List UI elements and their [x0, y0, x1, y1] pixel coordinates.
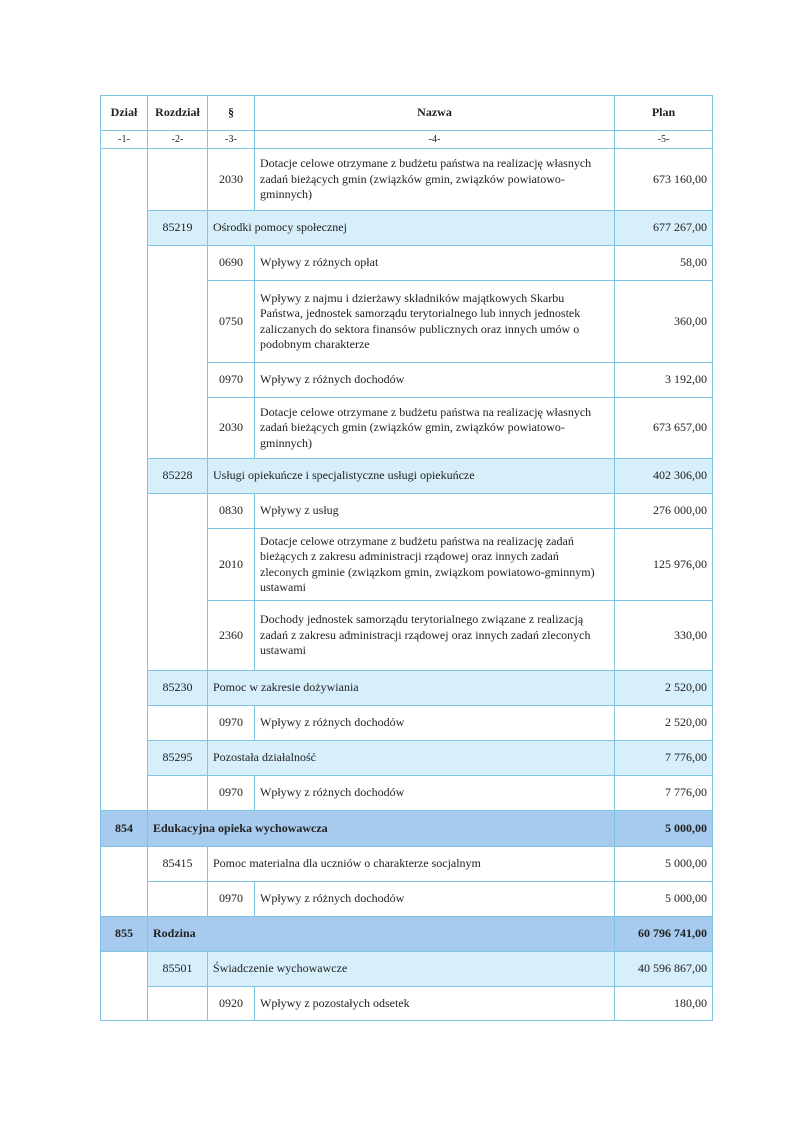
rozdzial-blank-cell: [148, 494, 208, 671]
column-number-4: -4-: [255, 131, 615, 149]
plan-cell: 5 000,00: [615, 847, 713, 882]
nazwa-cell: Wpływy z różnych opłat: [255, 246, 615, 281]
plan-cell: 673 657,00: [615, 398, 713, 459]
header-row: [101, 96, 713, 131]
column-number-2: -2-: [148, 131, 208, 149]
table-row: [101, 776, 713, 811]
nazwa-cell: Ośrodki pomocy społecznej: [208, 211, 615, 246]
dzial-cell: 855: [101, 917, 148, 952]
nazwa-cell: Dotacje celowe otrzymane z budżetu państwa na realizację własnych zadań bieżących gmin (związków gmin, związków powiatowo-gminnych): [255, 398, 615, 459]
table-row-rozdzial: [101, 459, 713, 494]
table-row: [101, 494, 713, 529]
nazwa-cell: Pomoc w zakresie dożywiania: [208, 671, 615, 706]
header-nazwa: Nazwa: [255, 96, 615, 131]
paragraf-cell: 0970: [208, 776, 255, 811]
nazwa-cell: Świadczenie wychowawcze: [208, 952, 615, 987]
nazwa-cell: Wpływy z pozostałych odsetek: [255, 987, 615, 1021]
nazwa-cell: Dotacje celowe otrzymane z budżetu państwa na realizację własnych zadań bieżących gmin (związków gmin, związków powiatowo-gminnych): [255, 149, 615, 211]
plan-cell: 5 000,00: [615, 811, 713, 847]
plan-cell: 402 306,00: [615, 459, 713, 494]
plan-cell: 125 976,00: [615, 529, 713, 601]
budget-table: [100, 95, 713, 1021]
paragraf-cell: 2010: [208, 529, 255, 601]
nazwa-cell: Rodzina: [148, 917, 615, 952]
table-row-dzial: [101, 811, 713, 847]
column-number-5: -5-: [615, 131, 713, 149]
plan-cell: 7 776,00: [615, 741, 713, 776]
table-row: [101, 149, 713, 211]
nazwa-cell: Wpływy z najmu i dzierżawy składników majątkowych Skarbu Państwa, jednostek samorządu terytorialnego lub innych jednostek zaliczanych do sektora finansów publicznych oraz innych umów o podobnym charakterze: [255, 281, 615, 363]
table-row: [101, 882, 713, 917]
table-body: [101, 149, 713, 1021]
table-row-rozdzial: [101, 211, 713, 246]
nazwa-cell: Wpływy z różnych dochodów: [255, 363, 615, 398]
plan-cell: 2 520,00: [615, 671, 713, 706]
nazwa-cell: Wpływy z różnych dochodów: [255, 776, 615, 811]
rozdzial-blank-cell: [148, 882, 208, 917]
nazwa-cell: Pozostała działalność: [208, 741, 615, 776]
paragraf-cell: 0970: [208, 363, 255, 398]
rozdzial-blank-cell: [148, 149, 208, 211]
nazwa-cell: Wpływy z różnych dochodów: [255, 882, 615, 917]
paragraf-cell: 2030: [208, 398, 255, 459]
plan-cell: 276 000,00: [615, 494, 713, 529]
paragraf-cell: 0830: [208, 494, 255, 529]
rozdzial-cell: 85230: [148, 671, 208, 706]
plan-cell: 58,00: [615, 246, 713, 281]
table-row: [101, 987, 713, 1021]
paragraf-cell: 0970: [208, 706, 255, 741]
nazwa-cell: Dochody jednostek samorządu terytorialnego związane z realizacją zadań z zakresu administracji rządowej oraz innych zadań zleconych ustawami: [255, 601, 615, 671]
dzial-continuation-cell: [101, 847, 148, 917]
rozdzial-cell: 85228: [148, 459, 208, 494]
nazwa-cell: Pomoc materialna dla uczniów o charakterze socjalnym: [208, 847, 615, 882]
table-row-dzial: [101, 917, 713, 952]
nazwa-cell: Wpływy z usług: [255, 494, 615, 529]
paragraf-cell: 2360: [208, 601, 255, 671]
table-row-rozdzial: [101, 741, 713, 776]
plan-cell: 40 596 867,00: [615, 952, 713, 987]
header-paragraf: §: [208, 96, 255, 131]
header-rozdzial: Rozdział: [148, 96, 208, 131]
paragraf-cell: 0920: [208, 987, 255, 1021]
rozdzial-cell: 85501: [148, 952, 208, 987]
nazwa-cell: Usługi opiekuńcze i specjalistyczne usługi opiekuńcze: [208, 459, 615, 494]
dzial-continuation-cell: [101, 952, 148, 1021]
dzial-continuation-cell: [101, 149, 148, 811]
rozdzial-cell: 85415: [148, 847, 208, 882]
plan-cell: 677 267,00: [615, 211, 713, 246]
table-row-rozdzial: [101, 952, 713, 987]
column-number-1: -1-: [101, 131, 148, 149]
plan-cell: 2 520,00: [615, 706, 713, 741]
rozdzial-blank-cell: [148, 987, 208, 1021]
paragraf-cell: 0690: [208, 246, 255, 281]
rozdzial-blank-cell: [148, 776, 208, 811]
dzial-cell: 854: [101, 811, 148, 847]
table-row-rozdzial: [101, 671, 713, 706]
header-dzial: Dział: [101, 96, 148, 131]
plan-cell: 360,00: [615, 281, 713, 363]
rozdzial-cell: 85295: [148, 741, 208, 776]
column-number-row: [101, 131, 713, 149]
table-row-rozdzial: [101, 847, 713, 882]
header-plan: Plan: [615, 96, 713, 131]
rozdzial-cell: 85219: [148, 211, 208, 246]
paragraf-cell: 2030: [208, 149, 255, 211]
plan-cell: 3 192,00: [615, 363, 713, 398]
table-row: [101, 246, 713, 281]
table-row: [101, 706, 713, 741]
plan-cell: 673 160,00: [615, 149, 713, 211]
nazwa-cell: Wpływy z różnych dochodów: [255, 706, 615, 741]
rozdzial-blank-cell: [148, 706, 208, 741]
nazwa-cell: Edukacyjna opieka wychowawcza: [148, 811, 615, 847]
paragraf-cell: 0750: [208, 281, 255, 363]
rozdzial-blank-cell: [148, 246, 208, 459]
plan-cell: 60 796 741,00: [615, 917, 713, 952]
paragraf-cell: 0970: [208, 882, 255, 917]
plan-cell: 330,00: [615, 601, 713, 671]
plan-cell: 180,00: [615, 987, 713, 1021]
plan-cell: 7 776,00: [615, 776, 713, 811]
nazwa-cell: Dotacje celowe otrzymane z budżetu państwa na realizację zadań bieżących z zakresu administracji rządowej oraz innych zadań zleconych gminie (związkom gmin, związkom powiatowo-gminnym) ustawami: [255, 529, 615, 601]
column-number-3: -3-: [208, 131, 255, 149]
plan-cell: 5 000,00: [615, 882, 713, 917]
